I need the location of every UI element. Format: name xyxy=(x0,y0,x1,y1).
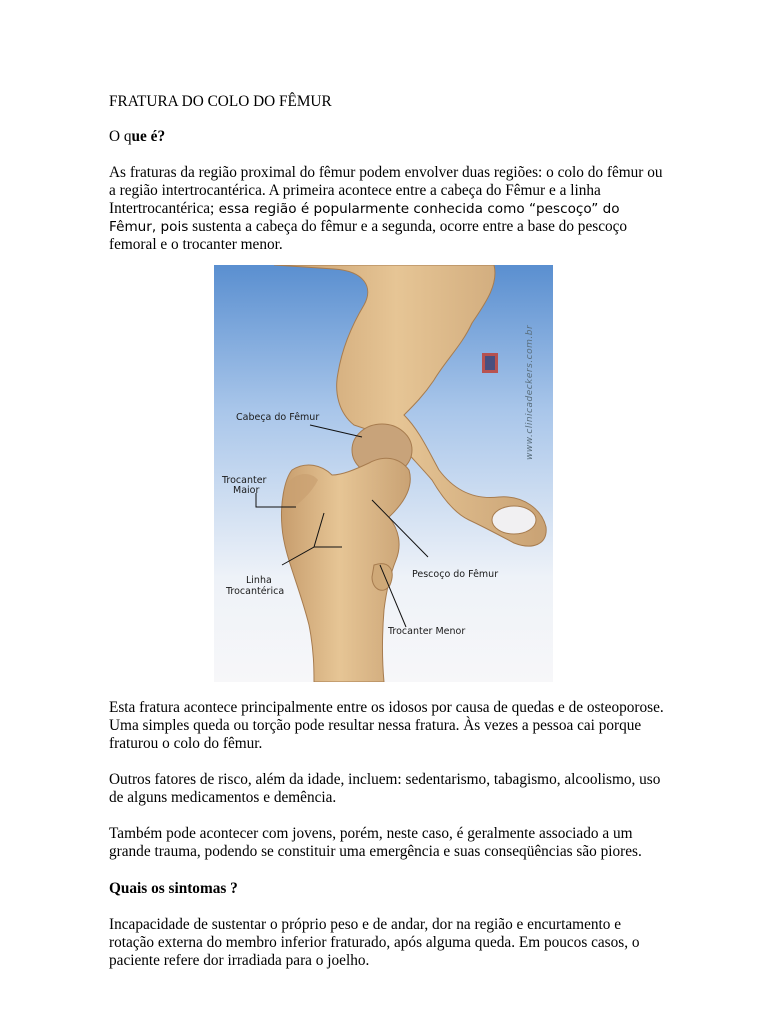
paragraph-young-patients: Também pode acontecer com jovens, porém, neste caso, é geralmente associado a um grande trauma, podendo se constituir uma emergência e suas conseqüências são piores. xyxy=(109,825,642,860)
label-greater-trochanter-2: Maior xyxy=(233,485,260,496)
section-heading-what-is xyxy=(109,128,165,146)
section-heading-symptoms xyxy=(109,880,238,898)
heading-bold: ue é? xyxy=(131,128,166,145)
label-femoral-neck: Pescoço do Fêmur xyxy=(412,569,499,580)
femur-anatomy-figure xyxy=(214,265,553,682)
paragraph-intro-part3: sustenta a cabeça do fêmur e a segunda, ocorre entre a base do pescoço femoral e o trocanter menor. xyxy=(109,218,628,253)
label-lesser-trochanter: Trocanter Menor xyxy=(388,626,466,637)
symptoms-heading-text: Quais os sintomas ? xyxy=(109,880,238,897)
document-title: FRATURA DO COLO DO FÊMUR xyxy=(109,93,332,110)
paragraph-symptoms: Incapacidade de sustentar o próprio peso e de andar, dor na região e encurtamento e rotação externa do membro inferior fraturado, após alguma queda. Em poucos casos, o paciente refere dor irradiada para o joelho. xyxy=(109,916,640,969)
clinic-logo xyxy=(482,353,498,373)
watermark-text: www.clinicadeckers.com.br xyxy=(525,324,535,460)
paragraph-causes: Esta fratura acontece principalmente entre os idosos por causa de quedas e de osteoporose. Uma simples queda ou torção pode resultar nessa fratura. Às vezes a pessoa cai porque fraturou o colo do fêmur. xyxy=(109,699,664,752)
obturator-foramen xyxy=(492,506,536,534)
label-intertrochanteric-line-1: Linha xyxy=(246,575,272,586)
paragraph-intro-part2: essa região é popularmente conhecida como “pescoço” do Fêmur, pois xyxy=(109,201,620,235)
paragraph-intro-part1: As fraturas da região proximal do fêmur podem envolver duas regiões: o colo do fêmur ou a região intertrocantérica. A primeira acontece entre a cabeça do Fêmur e a linha Intertrocantérica; xyxy=(109,164,663,217)
label-greater-trochanter-1: Trocanter xyxy=(222,475,267,486)
paragraph-intro xyxy=(109,164,669,254)
paragraph-risk-factors: Outros fatores de risco, além da idade, incluem: sedentarismo, tabagismo, alcoolismo, uso de alguns medicamentos e demência. xyxy=(109,771,661,806)
label-femoral-head: Cabeça do Fêmur xyxy=(236,412,320,423)
label-intertrochanteric-line-2: Trocantérica xyxy=(226,586,285,597)
heading-prefix: O q xyxy=(109,128,132,145)
